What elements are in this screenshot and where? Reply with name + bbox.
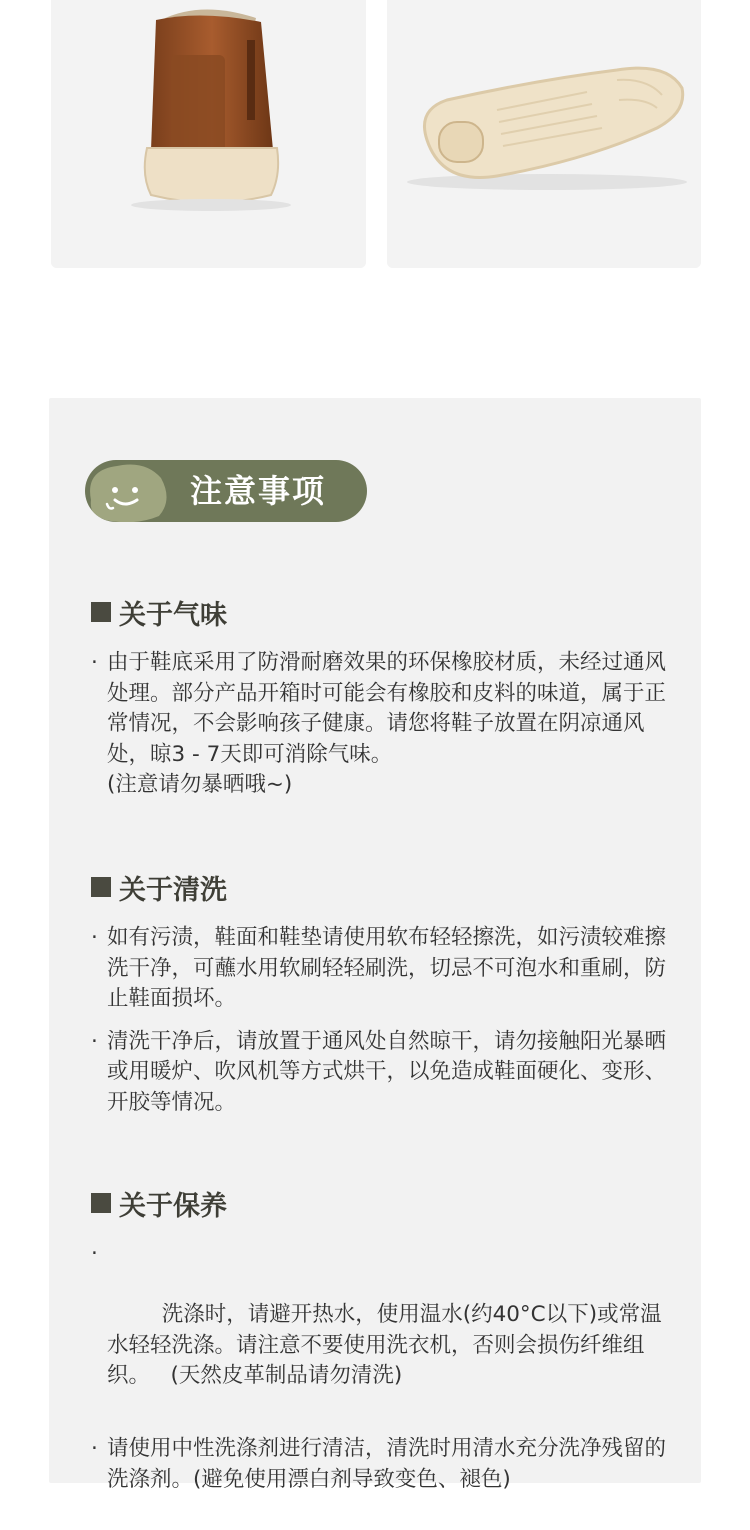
section-title: 关于保养 [119,1190,227,1222]
section-odor [91,592,681,801]
list-item [91,1434,681,1495]
section-header [91,867,681,907]
smiley-icon [85,460,169,522]
bullet-dot: · [91,650,98,675]
product-photo-sole [387,0,701,268]
care-instructions-panel [49,398,701,1492]
section-maintenance [91,1183,681,1507]
section-header [91,1183,681,1223]
product-photo-back [51,0,366,268]
bullet-dot: · [91,1241,98,1266]
bullet-dot: · [91,1028,98,1054]
item-text: 洗涤时，请避开热水，使用温水(约40°C以下)或常温水轻轻洗涤。请注意不要使用洗衣机，否则会损伤纤维组织。 (天然皮革制品请勿清洗) [107,1302,662,1388]
square-bullet-icon [91,1193,111,1213]
list-item [91,1027,681,1119]
list-item [91,1239,681,1422]
bullet-dot: · [91,925,98,950]
title-banner [85,460,367,522]
sole-illustration [387,0,701,268]
item-text: 请使用中性洗涤剂进行清洁，清洗时用清水充分洗净残留的洗涤剂。(避免使用漂白剂导致变色、褪色) [107,1436,667,1492]
list-item [91,648,681,770]
square-bullet-icon [91,877,111,897]
list-item [91,923,681,1015]
item-text: 如有污渍，鞋面和鞋垫请使用软布轻轻擦洗，如污渍较难擦洗干净，可蘸水用软刷轻轻刷洗，切忌不可泡水和重刷，防止鞋面损坏。 [107,925,667,1011]
section-header [91,592,681,632]
section-title: 关于气味 [119,599,227,631]
boot-back-illustration [51,0,366,268]
odor-note: (注意请勿暴晒哦~) [107,772,293,797]
square-bullet-icon [91,602,111,622]
page-title: 注意事项 [190,472,327,510]
item-text: 由于鞋底采用了防滑耐磨效果的环保橡胶材质，未经过通风处理。部分产品开箱时可能会有橡胶和皮料的味道，属于正常情况，不会影响孩子健康。请您将鞋子放置在阴凉通风处，晾3 - 7天即可消除气味。 [107,650,667,767]
bullet-dot: · [91,1436,98,1461]
section-title: 关于清洗 [119,874,227,906]
item-text: 清洗干净后，请放置于通风处自然晾干，请勿接触阳光暴晒或用暖炉、吹风机等方式烘干，以免造成鞋面硬化、变形、开胶等情况。 [107,1028,667,1115]
section-cleaning [91,867,681,1130]
